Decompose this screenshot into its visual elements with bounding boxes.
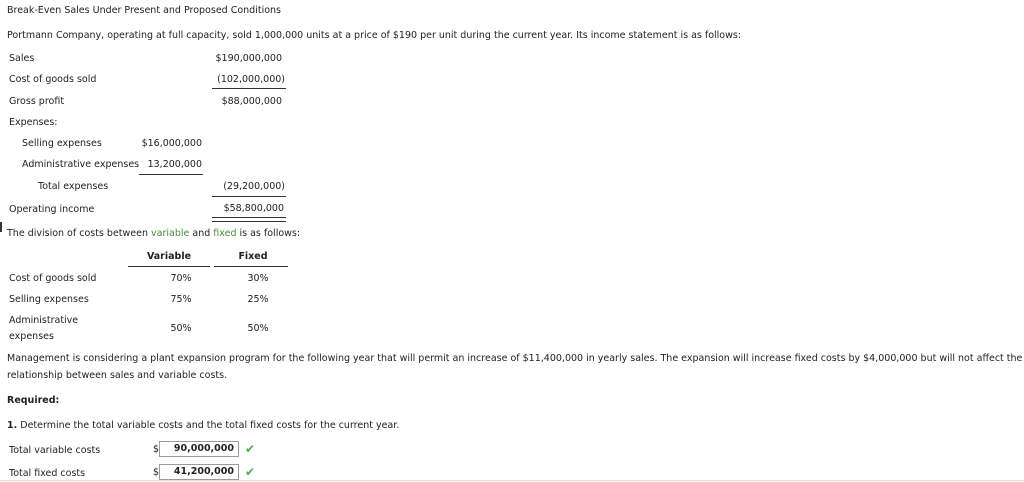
variable-term-link[interactable]: variable xyxy=(151,228,190,239)
management-text-line2: relationship between sales and variable costs. xyxy=(7,370,228,381)
total-expenses-value: (29,200,000) xyxy=(223,181,285,192)
fixed-cell: 50% xyxy=(247,323,269,334)
variable-cell: 50% xyxy=(170,323,192,334)
admin-expenses-value: 13,200,000 xyxy=(147,159,202,170)
column-header-variable: Variable xyxy=(146,251,192,262)
division-sentence: The division of costs between variable and fixed is as follows: xyxy=(7,228,301,239)
row-label: Selling expenses xyxy=(9,294,89,305)
row-label: expenses xyxy=(9,331,54,342)
double-underline xyxy=(212,217,286,222)
selling-expenses-label: Selling expenses xyxy=(22,138,102,149)
intro-text: Portmann Company, operating at full capacity, sold 1,000,000 units at a price of $190 per unit during the current year. Its income statement is as follows: xyxy=(7,30,742,41)
gross-profit-label: Gross profit xyxy=(9,96,65,107)
underline xyxy=(212,88,286,89)
operating-income-value: $58,800,000 xyxy=(223,203,284,214)
gross-profit-value: $88,000,000 xyxy=(221,96,282,107)
fixed-cell: 30% xyxy=(247,273,269,284)
selling-expenses-value: $16,000,000 xyxy=(141,138,202,149)
cogs-label: Cost of goods sold xyxy=(9,74,97,85)
question-1: 1. Determine the total variable costs and the total fixed costs for the current year. xyxy=(7,420,400,431)
column-header-fixed: Fixed xyxy=(238,251,268,262)
bottom-divider xyxy=(0,480,1024,481)
currency-symbol: $ xyxy=(153,467,160,478)
sales-value: $190,000,000 xyxy=(215,53,282,64)
divider-mark xyxy=(0,222,2,232)
total-variable-costs-label: Total variable costs xyxy=(9,445,101,456)
expenses-label: Expenses: xyxy=(9,117,58,128)
cogs-value: (102,000,000) xyxy=(217,74,285,85)
underline xyxy=(212,196,286,197)
variable-cell: 70% xyxy=(170,273,192,284)
check-icon: ✔ xyxy=(245,442,256,456)
sales-label: Sales xyxy=(9,53,35,64)
fixed-cell: 25% xyxy=(247,294,269,305)
page-title: Break-Even Sales Under Present and Proposed Conditions xyxy=(7,5,281,16)
row-label: Administrative xyxy=(9,315,79,326)
total-fixed-costs-label: Total fixed costs xyxy=(9,468,86,479)
fixed-term-link[interactable]: fixed xyxy=(213,228,237,239)
total-fixed-costs-input[interactable]: 41,200,000 xyxy=(159,464,239,480)
currency-symbol: $ xyxy=(153,444,160,455)
variable-cell: 75% xyxy=(170,294,192,305)
total-variable-costs-input[interactable]: 90,000,000 xyxy=(159,441,239,457)
header-underline xyxy=(128,266,210,267)
total-expenses-label: Total expenses xyxy=(38,181,109,192)
header-underline xyxy=(214,266,288,267)
check-icon: ✔ xyxy=(245,465,256,479)
underline xyxy=(139,174,203,175)
row-label: Cost of goods sold xyxy=(9,273,97,284)
operating-income-label: Operating income xyxy=(9,204,95,215)
admin-expenses-label: Administrative expenses xyxy=(22,159,140,170)
required-heading: Required: xyxy=(7,395,60,406)
management-text-line1: Management is considering a plant expansion program for the following year that will permit an increase of $11,400,000 in yearly sales. The expansion will increase fixed costs by $4,000,000 but will not affect the xyxy=(7,353,1023,364)
